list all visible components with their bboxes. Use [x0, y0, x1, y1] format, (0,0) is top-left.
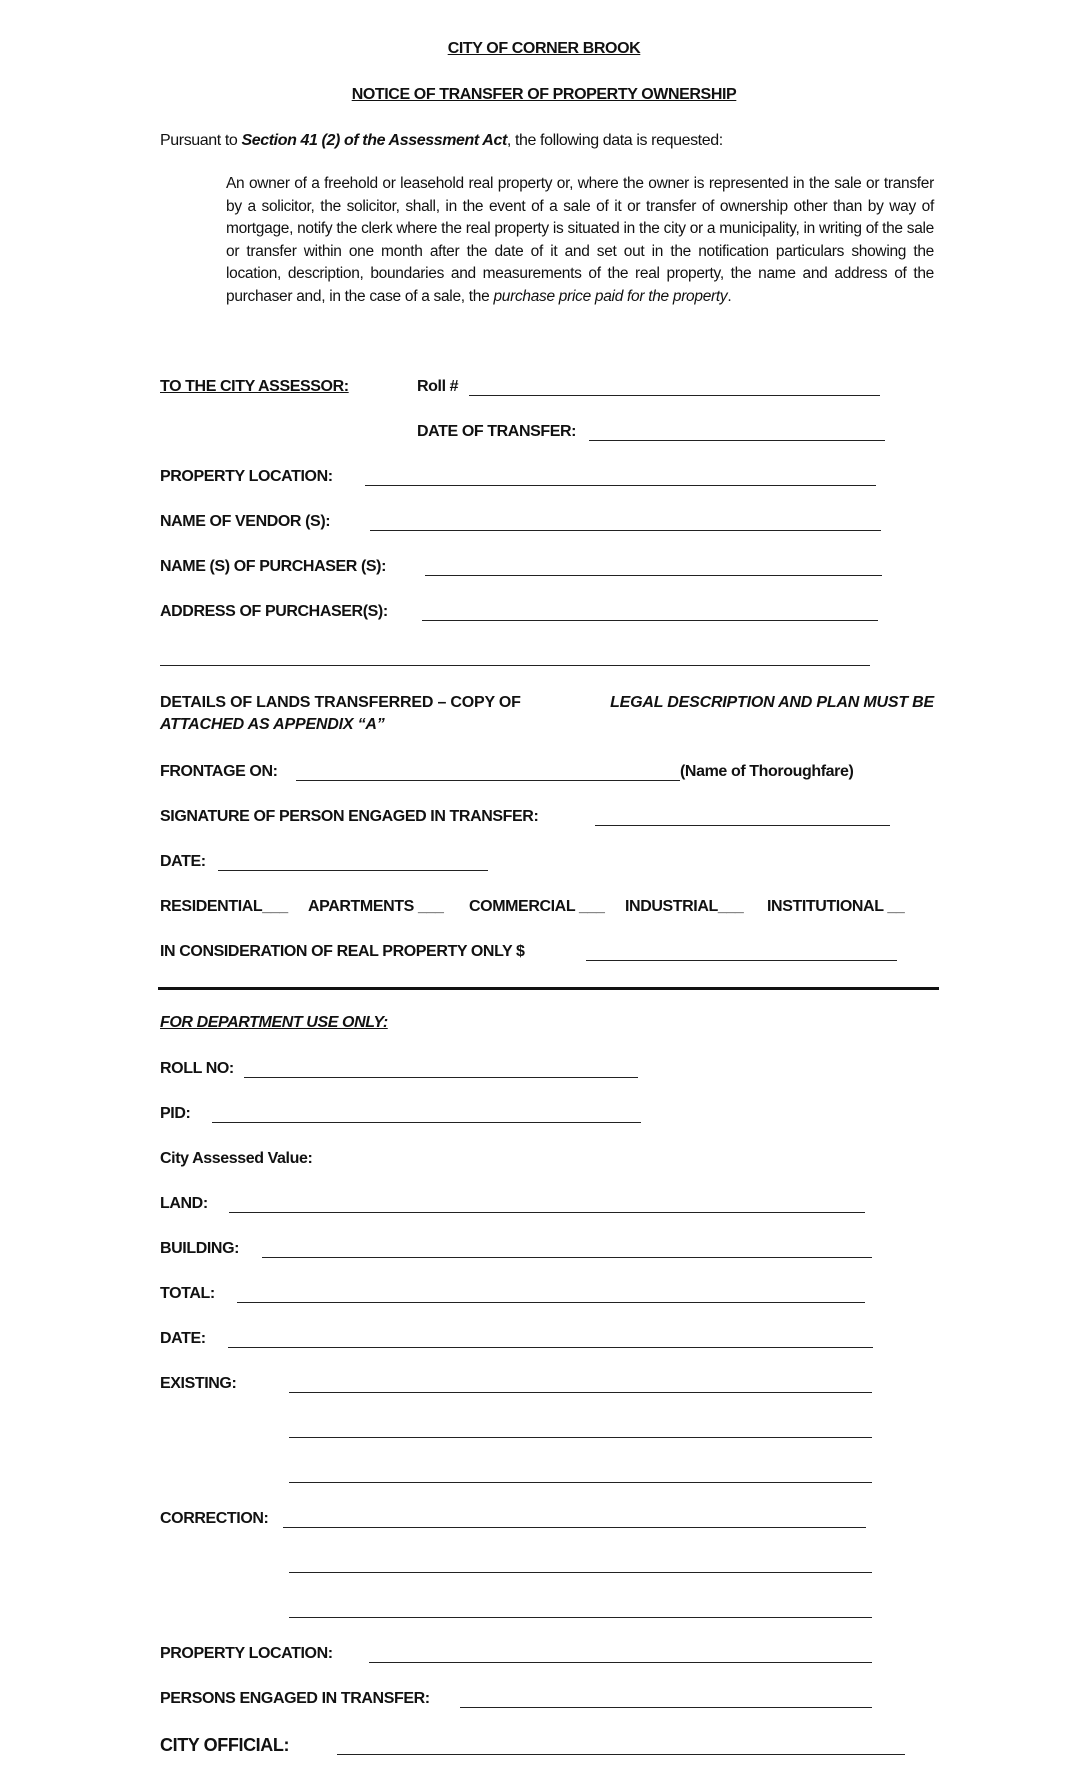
thoroughfare-note: (Name of Thoroughfare)	[680, 763, 854, 780]
form-notice-title: NOTICE OF TRANSFER OF PROPERTY OWNERSHIP	[351, 86, 737, 103]
dept-property-location-field[interactable]	[369, 1662, 872, 1663]
legal-italic-text: purchase price paid for the property	[493, 287, 728, 305]
form-city-title: CITY OF CORNER BROOK	[447, 40, 641, 57]
to-city-assessor-label: TO THE CITY ASSESSOR:	[160, 378, 349, 395]
land-label: LAND:	[160, 1195, 208, 1212]
correction-label: CORRECTION:	[160, 1510, 269, 1527]
roll-no-label: ROLL NO:	[160, 1060, 234, 1077]
details-lands-transferred	[160, 692, 934, 736]
pursuant-line	[160, 132, 723, 150]
correction-field-3[interactable]	[289, 1617, 872, 1618]
vendor-name-label: NAME OF VENDOR (S):	[160, 513, 331, 530]
correction-field-2[interactable]	[289, 1572, 872, 1573]
type-industrial[interactable]: INDUSTRIAL___	[625, 898, 744, 915]
property-location-field[interactable]	[365, 485, 876, 486]
dept-date-field[interactable]	[228, 1347, 873, 1348]
type-commercial[interactable]: COMMERCIAL ___	[469, 898, 605, 915]
purchaser-name-field[interactable]	[425, 575, 882, 576]
city-official-label: CITY OFFICIAL:	[160, 1735, 290, 1755]
pid-label: PID:	[160, 1105, 191, 1122]
date-of-transfer-label: DATE OF TRANSFER:	[417, 423, 577, 440]
legal-end-text: .	[727, 287, 732, 305]
section-divider	[158, 987, 939, 990]
details-line-2: ATTACHED AS APPENDIX “A”	[160, 716, 385, 733]
legal-paragraph	[226, 173, 934, 308]
building-field[interactable]	[262, 1257, 872, 1258]
roll-no-field[interactable]	[244, 1077, 638, 1078]
type-institutional[interactable]: INSTITUTIONAL __	[767, 898, 905, 915]
persons-engaged-label: PERSONS ENGAGED IN TRANSFER:	[160, 1690, 430, 1707]
roll-label: Roll #	[417, 378, 459, 395]
vendor-name-field[interactable]	[370, 530, 881, 531]
purchaser-address-field-line2[interactable]	[160, 665, 870, 666]
persons-engaged-field[interactable]	[460, 1707, 872, 1708]
details-line-1	[160, 692, 934, 714]
department-heading: FOR DEPARTMENT USE ONLY:	[160, 1014, 388, 1031]
existing-field-1[interactable]	[289, 1392, 872, 1393]
type-residential[interactable]: RESIDENTIAL___	[160, 898, 288, 915]
pursuant-suffix: , the following data is requested:	[506, 132, 723, 149]
legal-main-text: An owner of a freehold or leasehold real property or, where the owner is represented in the sale or transfer by a solicitor, the solicitor, shall, in the event of a sale of it or transfer of ownership other than by way of mortgage, notify the clerk where the real property is situated in the city or a municipality, in writing of the sale or transfer within one month after the date of it and set out in the notification particulars showing the location, description, boundaries and measurements of the real property, the name and address of the purchaser and, in the case of a sale, the	[226, 175, 934, 305]
purchaser-address-field[interactable]	[422, 620, 878, 621]
city-official-field[interactable]	[337, 1754, 905, 1755]
frontage-field[interactable]	[296, 780, 680, 781]
details-prefix: DETAILS OF LANDS TRANSFERRED – COPY OF	[160, 694, 521, 711]
dept-date-label: DATE:	[160, 1330, 206, 1347]
existing-label: EXISTING:	[160, 1375, 237, 1392]
date-of-transfer-field[interactable]	[589, 440, 885, 441]
existing-field-2[interactable]	[289, 1437, 872, 1438]
building-label: BUILDING:	[160, 1240, 240, 1257]
frontage-label: FRONTAGE ON:	[160, 763, 278, 780]
purchaser-address-label: ADDRESS OF PURCHASER(S):	[160, 603, 388, 620]
dept-property-location-label: PROPERTY LOCATION:	[160, 1645, 333, 1662]
total-field[interactable]	[237, 1302, 865, 1303]
purchaser-name-label: NAME (S) OF PURCHASER (S):	[160, 558, 387, 575]
pursuant-reference: Section 41 (2) of the Assessment Act	[241, 132, 507, 149]
property-location-label: PROPERTY LOCATION:	[160, 468, 333, 485]
signature-field[interactable]	[595, 825, 890, 826]
type-apartments[interactable]: APARTMENTS ___	[308, 898, 444, 915]
correction-field-1[interactable]	[283, 1527, 866, 1528]
consideration-label: IN CONSIDERATION OF REAL PROPERTY ONLY $	[160, 943, 525, 960]
date-field[interactable]	[218, 870, 488, 871]
signature-label: SIGNATURE OF PERSON ENGAGED IN TRANSFER:	[160, 808, 539, 825]
land-field[interactable]	[229, 1212, 865, 1213]
date-label: DATE:	[160, 853, 206, 870]
consideration-field[interactable]	[586, 960, 897, 961]
roll-field[interactable]	[469, 395, 880, 396]
details-italic: LEGAL DESCRIPTION AND PLAN MUST BE	[610, 694, 934, 711]
city-assessed-value-label: City Assessed Value:	[160, 1150, 313, 1167]
total-label: TOTAL:	[160, 1285, 215, 1302]
pursuant-prefix: Pursuant to	[160, 132, 242, 149]
existing-field-3[interactable]	[289, 1482, 872, 1483]
pid-field[interactable]	[212, 1122, 641, 1123]
